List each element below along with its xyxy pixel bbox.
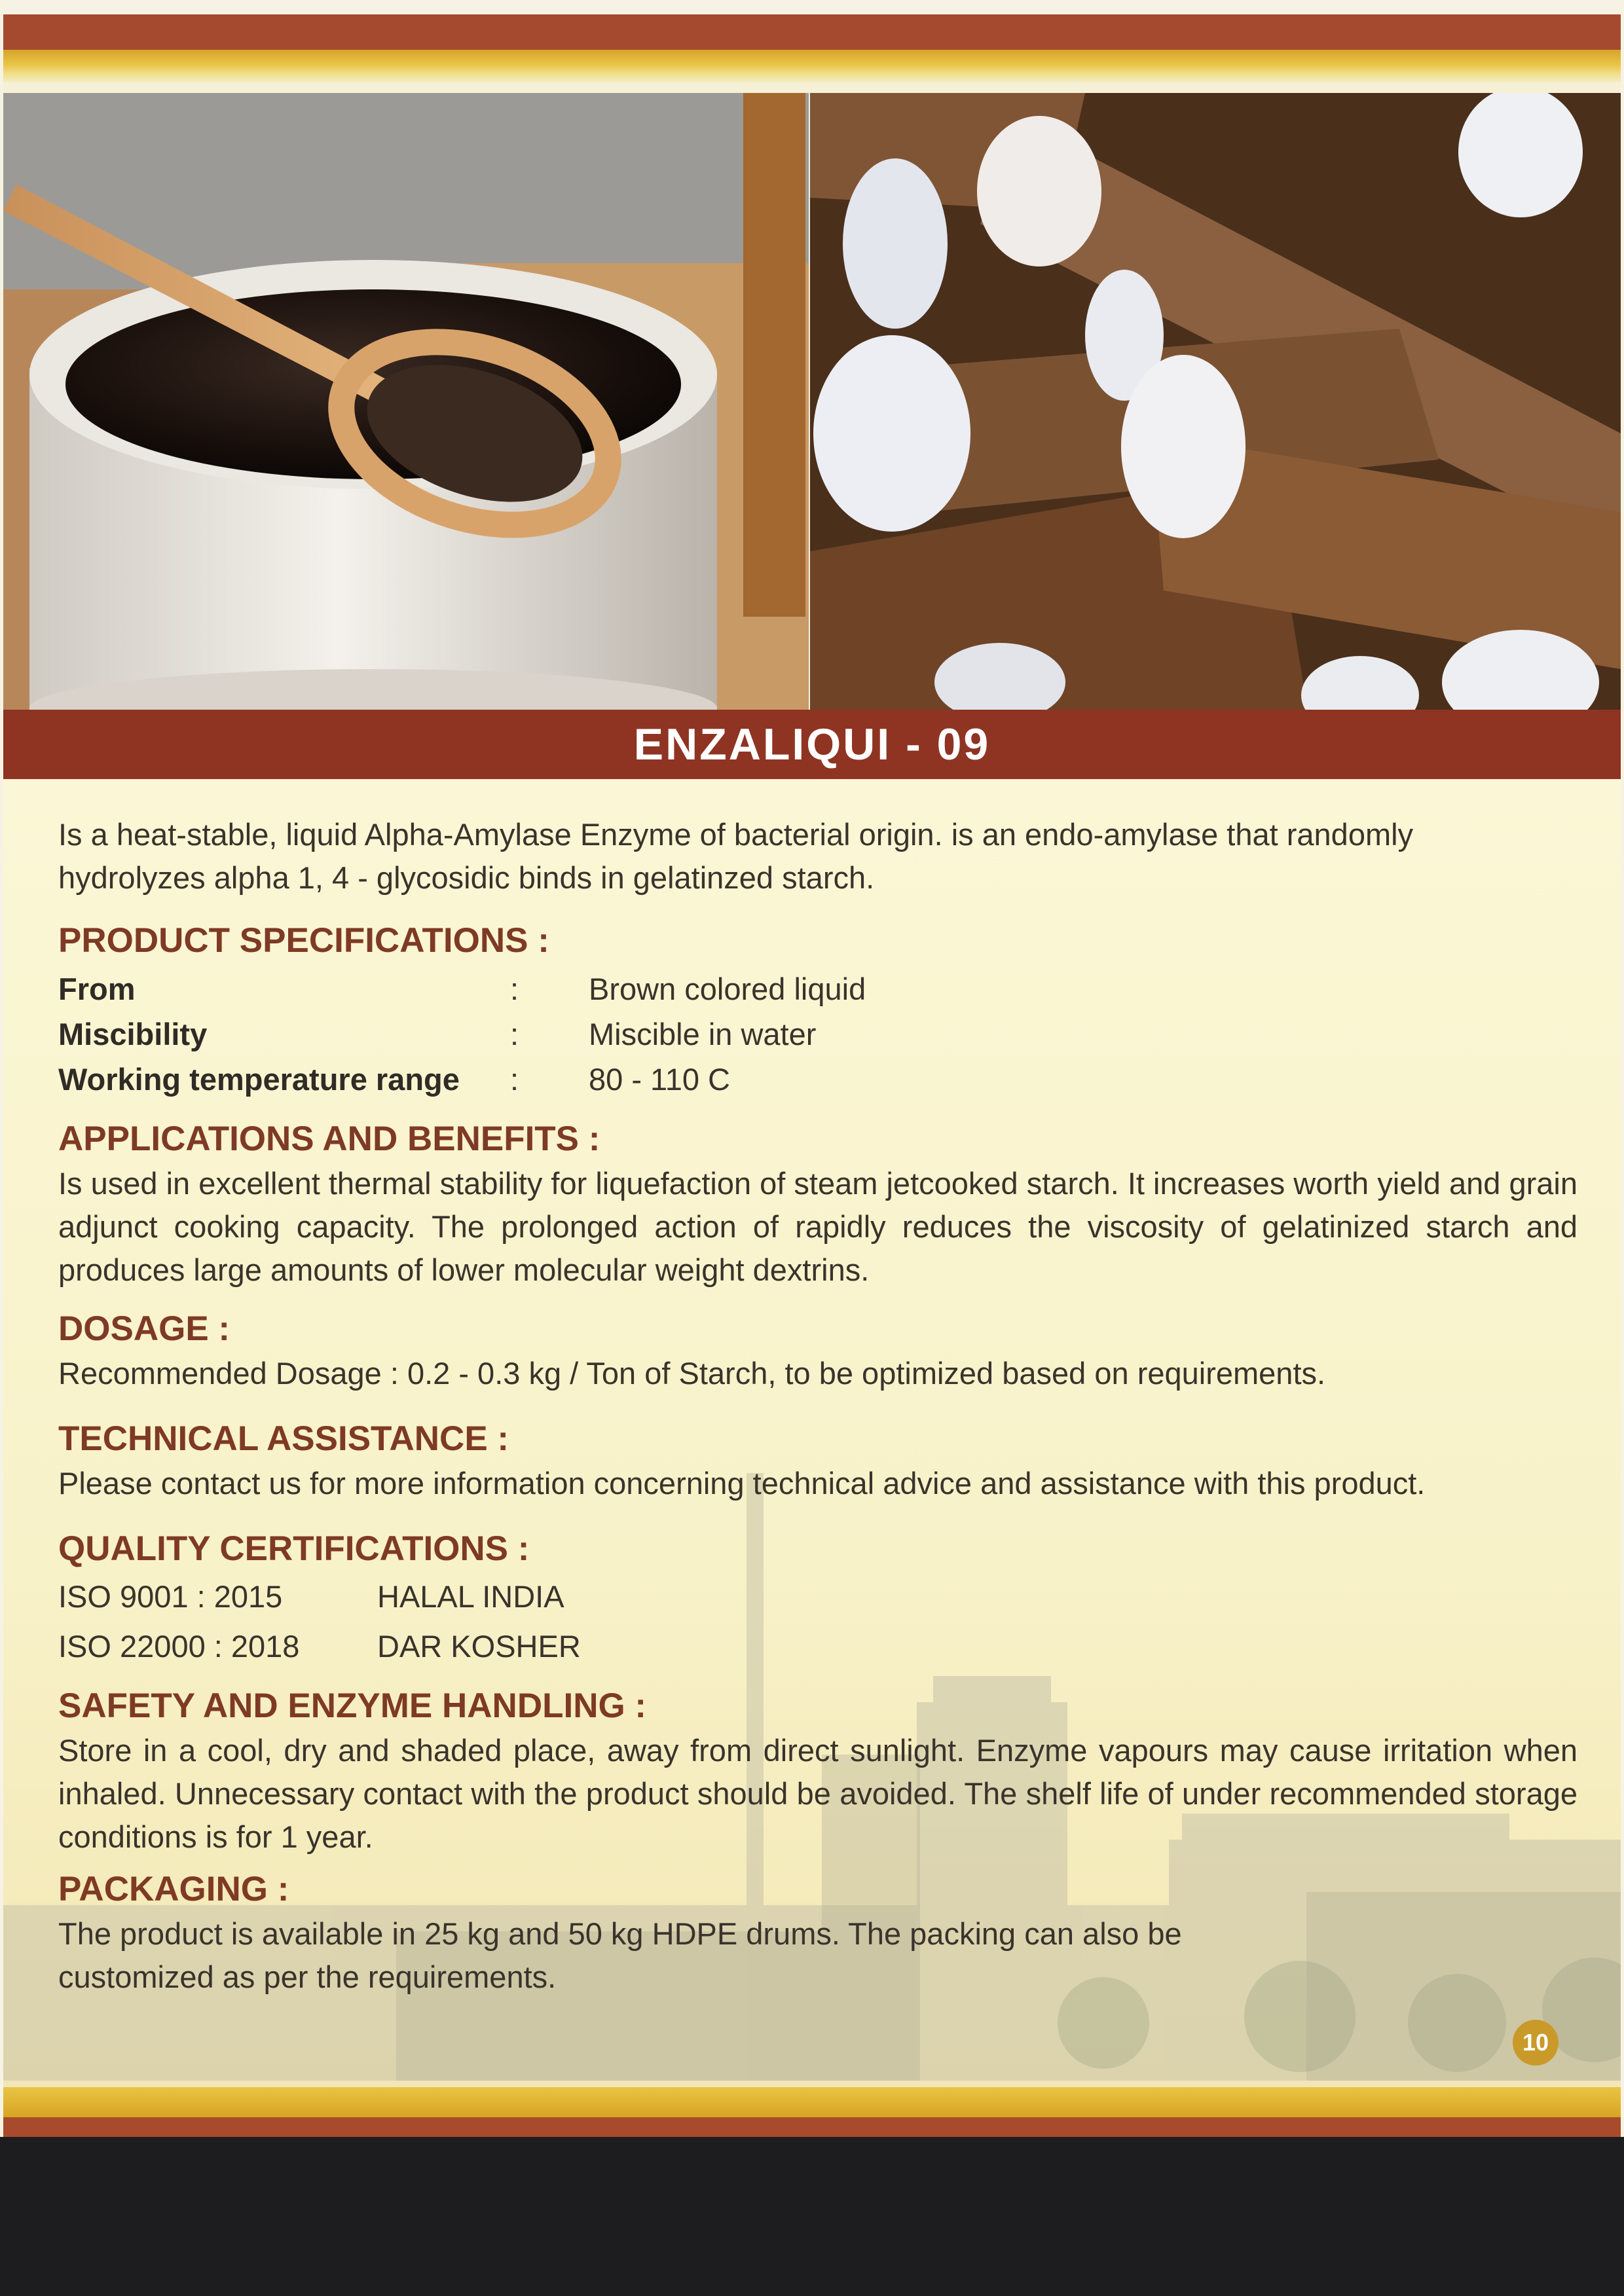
- applications-heading: APPLICATIONS AND BENEFITS :: [58, 1120, 600, 1158]
- cert-iso-22000: ISO 22000 : 2018: [58, 1629, 300, 1664]
- certifications-list: [58, 1572, 1578, 1671]
- safety-text: Store in a cool, dry and shaded place, away from direct sunlight. Enzyme vapours may cause irritation when inhaled. Unnecessary contact with the product should be avoided. The shelf life of under recommended storage conditions is for 1 year.: [58, 1733, 1578, 1854]
- text-content: [58, 779, 1578, 1999]
- packaging-heading: PACKAGING :: [58, 1870, 289, 1908]
- spec-label: Working temperature range: [58, 1062, 460, 1097]
- cert-row: [58, 1572, 1578, 1622]
- spec-value: Brown colored liquid: [589, 972, 866, 1006]
- cassava-photo: [810, 93, 1621, 710]
- product-title: ENZALIQUI - 09: [633, 720, 991, 769]
- cert-halal: HALAL INDIA: [377, 1579, 564, 1614]
- dosage-text: Recommended Dosage : 0.2 - 0.3 kg / Ton of Starch, to be optimized based on requirements.: [58, 1356, 1326, 1391]
- intro-paragraph: Is a heat-stable, liquid Alpha-Amylase Enzyme of bacterial origin. is an endo-amylase that randomly hydrolyzes alpha 1, 4 - glycosidic binds in gelatinzed starch.: [58, 817, 1414, 895]
- packaging-line-1: The product is available in 25 kg and 50 kg HDPE drums. The packing can also be: [58, 1916, 1182, 1951]
- spec-row-temperature: [58, 1057, 1578, 1102]
- spec-row-miscibility: [58, 1011, 1578, 1057]
- safety-heading: SAFETY AND ENZYME HANDLING :: [58, 1686, 647, 1725]
- spec-row-form: [58, 966, 1578, 1011]
- technical-text: Please contact us for more information concerning technical advice and assistance with this product.: [58, 1466, 1426, 1501]
- page-number-badge: 10: [1513, 2020, 1559, 2066]
- enzyme-cup-illustration: [3, 93, 809, 710]
- product-title-bar: [3, 710, 1621, 779]
- spec-separator: :: [510, 1017, 519, 1051]
- scan-background-dark: [0, 2137, 1624, 2296]
- spec-label: Miscibility: [58, 1017, 208, 1051]
- spec-label: From: [58, 972, 136, 1006]
- cert-kosher: DAR KOSHER: [377, 1629, 581, 1664]
- bottom-red-band: [3, 2117, 1621, 2137]
- cert-iso-9001: ISO 9001 : 2015: [58, 1579, 283, 1614]
- spec-separator: :: [510, 972, 519, 1006]
- cassava-illustration: [810, 93, 1621, 710]
- spec-value: Miscible in water: [589, 1017, 817, 1051]
- content-area: [3, 779, 1621, 2081]
- cert-row: [58, 1622, 1578, 1671]
- enzyme-cup-photo: [3, 93, 809, 710]
- certifications-heading: QUALITY CERTIFICATIONS :: [58, 1529, 530, 1568]
- packaging-line-2: customized as per the requirements.: [58, 1959, 557, 1994]
- specifications-table: [58, 966, 1578, 1102]
- top-red-band: [3, 14, 1621, 50]
- bottom-gold-band: [3, 2087, 1621, 2117]
- spec-separator: :: [510, 1062, 519, 1097]
- spec-value: 80 - 110 C: [589, 1062, 730, 1097]
- top-gold-band: [3, 50, 1621, 82]
- applications-text: Is used in excellent thermal stability for liquefaction of steam jetcooked starch. It increases worth yield and grain adjunct cooking capacity. The prolonged action of rapidly reduces the viscosity of gelatinized starch and produces large amounts of lower molecular weight dextrins.: [58, 1166, 1578, 1287]
- technical-heading: TECHNICAL ASSISTANCE :: [58, 1419, 509, 1458]
- top-light-line: [3, 82, 1621, 93]
- bottom-light-line: [3, 2081, 1621, 2087]
- dosage-heading: DOSAGE :: [58, 1309, 231, 1348]
- specifications-heading: PRODUCT SPECIFICATIONS :: [58, 921, 549, 960]
